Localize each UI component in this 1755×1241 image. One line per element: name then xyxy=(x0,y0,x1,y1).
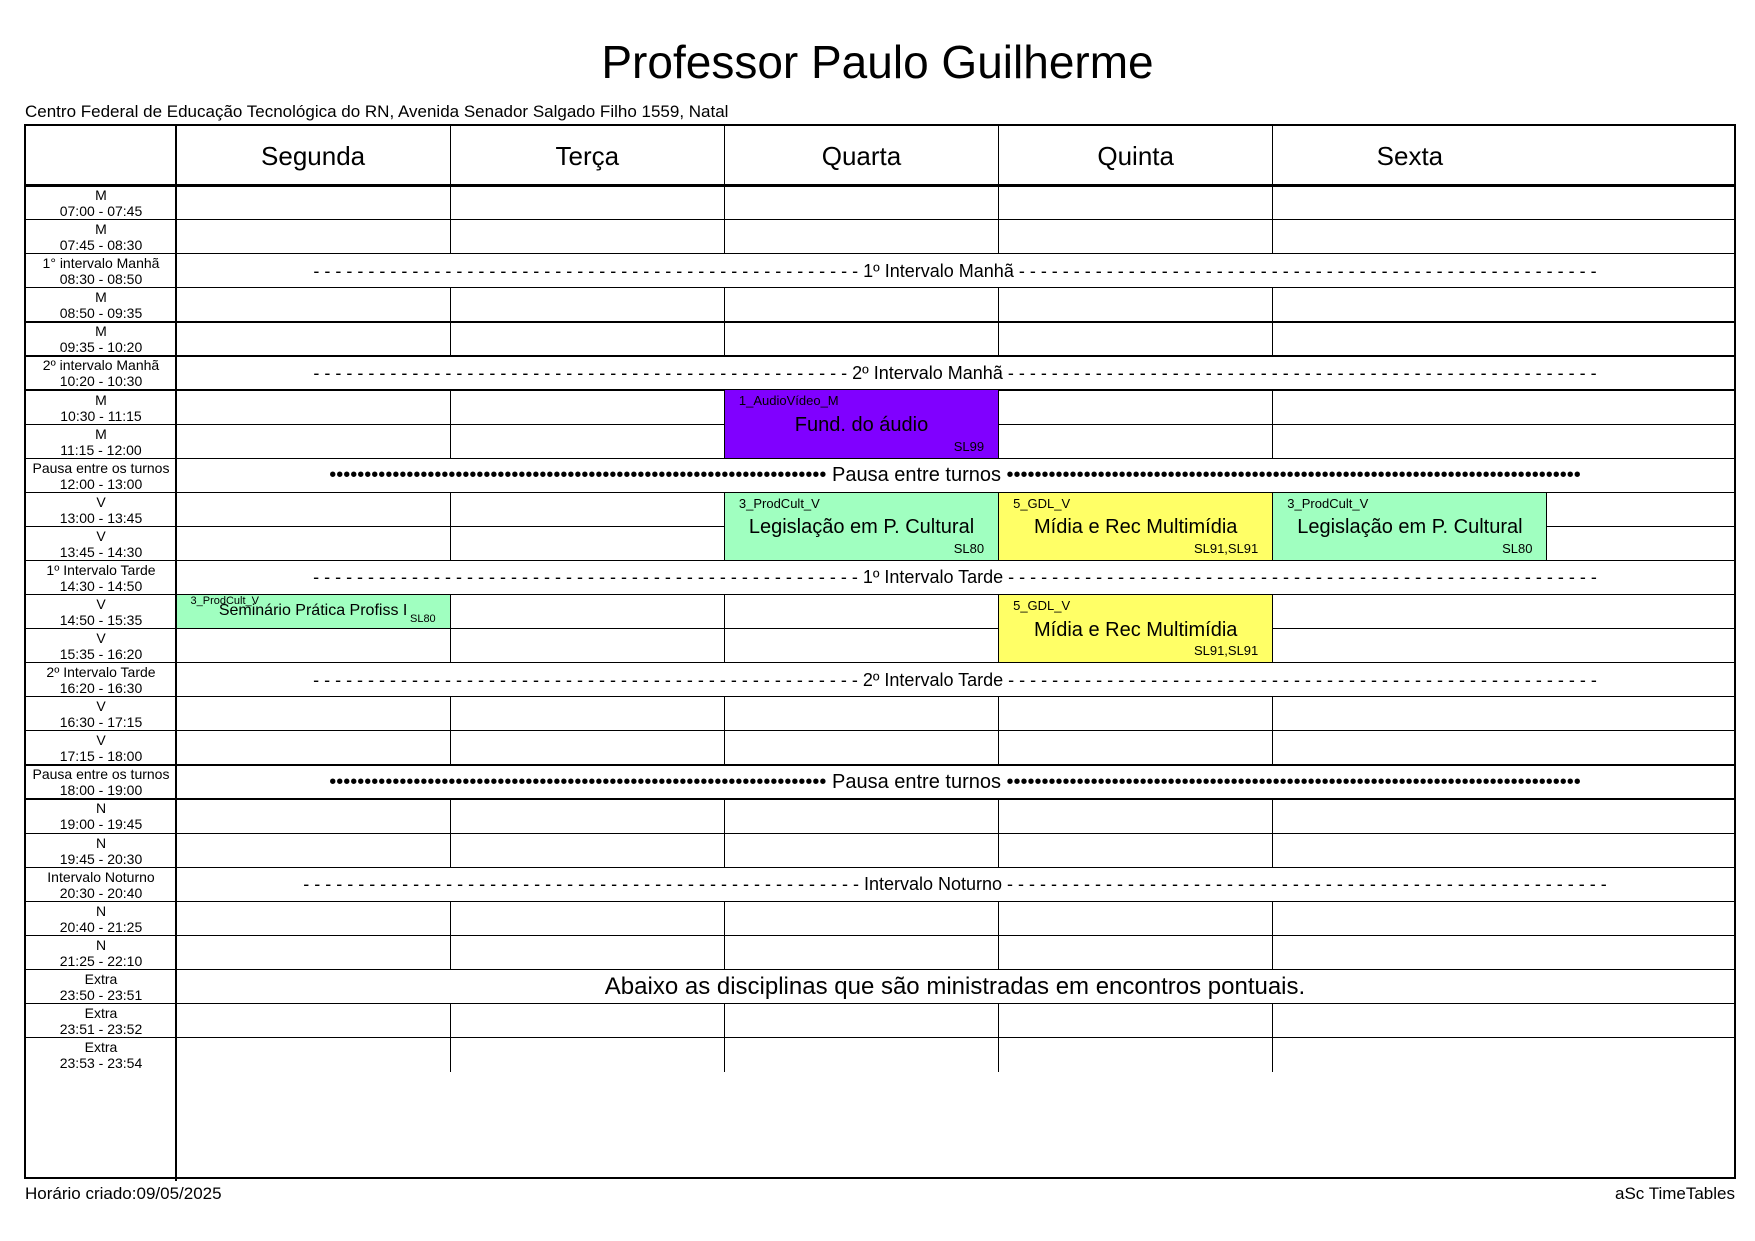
slot-period: Pausa entre os turnos xyxy=(32,459,170,476)
slot-period: M xyxy=(95,425,107,442)
lesson-subject: Mídia e Rec Multimídia xyxy=(1033,618,1238,641)
slot-time: 23:53 - 23:54 xyxy=(59,1055,143,1072)
column-divider xyxy=(998,219,999,254)
column-divider xyxy=(724,321,725,356)
time-slot-label xyxy=(26,459,176,493)
time-slot-label xyxy=(26,595,176,629)
slot-time: 19:00 - 19:45 xyxy=(59,816,143,833)
slot-time: 14:30 - 14:50 xyxy=(59,577,143,594)
created-date: Horário criado:09/05/2025 xyxy=(25,1184,222,1203)
lesson-subject: Seminário Prática Profiss I xyxy=(218,601,408,619)
time-slot-label xyxy=(26,288,176,322)
column-divider xyxy=(1272,424,1273,459)
lesson-group: 5_GDL_V xyxy=(1013,495,1071,511)
column-divider xyxy=(450,424,451,459)
slot-period: M xyxy=(95,323,107,340)
slot-time: 13:00 - 13:45 xyxy=(59,509,143,526)
column-divider xyxy=(450,901,451,936)
lesson-subject: Mídia e Rec Multimídia xyxy=(1033,516,1238,539)
time-slot-label xyxy=(26,731,176,765)
column-divider xyxy=(450,219,451,254)
row-divider xyxy=(26,833,1734,834)
column-divider xyxy=(998,730,999,765)
column-divider xyxy=(450,730,451,765)
slot-time: 18:00 - 19:00 xyxy=(59,782,143,799)
column-divider xyxy=(724,594,725,629)
column-divider xyxy=(724,219,725,254)
day-header: Segunda xyxy=(261,140,366,171)
slot-period: N xyxy=(95,800,107,817)
slot-period: N xyxy=(95,936,107,953)
slot-period: V xyxy=(96,527,106,544)
slot-period: N xyxy=(95,902,107,919)
generator-label: aSc TimeTables xyxy=(1615,1184,1735,1203)
column-divider xyxy=(998,901,999,936)
column-divider xyxy=(998,321,999,356)
column-divider xyxy=(724,1003,725,1038)
slot-period: Pausa entre os turnos xyxy=(32,766,170,783)
column-divider xyxy=(724,696,725,731)
slot-time: 23:51 - 23:52 xyxy=(59,1020,143,1037)
time-slot-label xyxy=(26,629,176,663)
column-divider xyxy=(724,1037,725,1072)
slot-period: V xyxy=(96,595,106,612)
time-slot-label xyxy=(26,527,176,561)
timetable-grid xyxy=(24,124,1736,1179)
column-divider xyxy=(724,730,725,765)
column-divider xyxy=(1272,901,1273,936)
time-slot-label xyxy=(26,322,176,356)
column-divider xyxy=(724,126,725,186)
column-divider xyxy=(724,798,725,833)
row-divider xyxy=(26,321,1734,322)
slot-time: 08:30 - 08:50 xyxy=(59,271,143,288)
time-slot-label xyxy=(26,220,176,254)
time-slot-label xyxy=(26,697,176,731)
lesson-room: SL91,SL91 xyxy=(1193,643,1259,659)
slot-time: 20:40 - 21:25 xyxy=(59,918,143,935)
column-divider xyxy=(1272,798,1273,833)
lesson-room: SL80 xyxy=(409,613,436,626)
slot-time: 19:45 - 20:30 xyxy=(59,850,143,867)
slot-time: 20:30 - 20:40 xyxy=(59,884,143,901)
row-divider xyxy=(26,219,1734,220)
slot-period: 1º Intervalo Tarde xyxy=(46,561,156,578)
lesson-block[interactable] xyxy=(724,492,999,561)
column-divider xyxy=(998,833,999,868)
break-band: - - - - - - - - - - - - - - - - - - - - - - - - - - - - - - - - - - - - - - - - - - - - - - - - - - 2º Intervalo Tarde - - - - - - - - - - - - - - - - - - - - - - - - - - - - - - - - - - - - - - - - - - - - - - - - - - - - - - xyxy=(313,669,1597,690)
time-slot-label xyxy=(26,765,176,799)
slot-period: V xyxy=(96,732,106,749)
time-slot-label xyxy=(26,390,176,424)
slot-period: M xyxy=(95,221,107,238)
extra-notice: Abaixo as disciplinas que são ministradas em encontros pontuais. xyxy=(604,972,1306,1000)
column-divider xyxy=(724,628,725,663)
column-divider xyxy=(1272,1037,1273,1072)
lesson-group: 3_ProdCult_V xyxy=(1287,495,1369,511)
time-slot-label xyxy=(26,356,176,390)
column-divider xyxy=(450,1037,451,1072)
column-divider xyxy=(724,185,725,220)
slot-period: N xyxy=(95,834,107,851)
break-band: - - - - - - - - - - - - - - - - - - - - - - - - - - - - - - - - - - - - - - - - - - - - - - - - - - - Intervalo Noturno - - - - - - - - - - - - - - - - - - - - - - - - - - - - - - - - - - - - - - - - - - - - - - - - - - - - - - - xyxy=(303,874,1607,895)
column-divider xyxy=(450,1003,451,1038)
slot-time: 16:20 - 16:30 xyxy=(59,680,143,697)
day-header: Terça xyxy=(555,140,620,171)
column-divider xyxy=(998,126,999,186)
time-slot-label xyxy=(26,186,176,220)
slot-period: M xyxy=(95,187,107,204)
time-slot-label xyxy=(26,561,176,595)
lesson-group: 3_ProdCult_V xyxy=(738,495,820,511)
slot-time: 10:20 - 10:30 xyxy=(59,373,143,390)
slot-period: M xyxy=(95,391,107,408)
column-divider xyxy=(1272,287,1273,322)
break-band: ••••••••••••••••••••••••••••••••••••••••••••••••••••••••••••••••••••••• Pausa entre turnos •••••••••••••••••••••••••••••••••••••••••••••••••••••••••••••••••••••••••••••••••• xyxy=(329,770,1581,793)
column-divider xyxy=(1272,185,1273,220)
lesson-group: 5_GDL_V xyxy=(1013,597,1071,613)
column-divider xyxy=(1272,935,1273,970)
slot-time: 16:30 - 17:15 xyxy=(59,714,143,731)
slot-time: 09:35 - 10:20 xyxy=(59,339,143,356)
column-divider xyxy=(450,833,451,868)
lesson-block[interactable] xyxy=(1272,492,1547,561)
time-slot-label xyxy=(26,1004,176,1038)
break-band: ••••••••••••••••••••••••••••••••••••••••••••••••••••••••••••••••••••••• Pausa entre turnos •••••••••••••••••••••••••••••••••••••••••••••••••••••••••••••••••••••••••••••••••• xyxy=(329,464,1581,487)
column-divider xyxy=(450,492,451,527)
break-band: - - - - - - - - - - - - - - - - - - - - - - - - - - - - - - - - - - - - - - - - - - - - - - - - - 2º Intervalo Manhã - - - - - - - - - - - - - - - - - - - - - - - - - - - - - - - - - - - - - - - - - - - - - - - - - - - - - - xyxy=(313,362,1597,383)
slot-period: 2º Intervalo Tarde xyxy=(46,664,156,681)
column-divider xyxy=(450,935,451,970)
time-slot-label xyxy=(26,936,176,970)
column-divider xyxy=(450,389,451,424)
slot-time: 07:45 - 08:30 xyxy=(59,237,143,254)
column-divider xyxy=(1272,126,1273,186)
lesson-subject: Legislação em P. Cultural xyxy=(748,516,975,539)
slot-time: 08:50 - 09:35 xyxy=(59,305,143,322)
header-divider xyxy=(26,184,1734,187)
slot-period: V xyxy=(96,698,106,715)
column-divider xyxy=(724,935,725,970)
column-divider xyxy=(1272,730,1273,765)
row-divider xyxy=(26,935,1734,936)
lesson-group: 3_ProdCult_V xyxy=(190,594,259,607)
column-divider xyxy=(1272,219,1273,254)
column-divider xyxy=(450,321,451,356)
row-divider xyxy=(26,730,1734,731)
time-slot-label xyxy=(26,970,176,1004)
slot-time: 15:35 - 16:20 xyxy=(59,646,143,663)
column-divider xyxy=(724,901,725,936)
lesson-block[interactable] xyxy=(998,594,1273,663)
slot-time: 17:15 - 18:00 xyxy=(59,748,143,765)
column-divider xyxy=(1272,833,1273,868)
lesson-room: SL80 xyxy=(953,540,985,556)
column-divider xyxy=(450,696,451,731)
break-band: - - - - - - - - - - - - - - - - - - - - - - - - - - - - - - - - - - - - - - - - - - - - - - - - - - 1º Intervalo Manhã - - - - - - - - - - - - - - - - - - - - - - - - - - - - - - - - - - - - - - - - - - - - - - - - - - - - - xyxy=(313,260,1597,281)
time-slot-label xyxy=(26,663,176,697)
column-divider xyxy=(450,287,451,322)
lesson-block[interactable] xyxy=(176,594,451,629)
slot-period: Extra xyxy=(84,970,118,987)
column-divider xyxy=(724,287,725,322)
time-slot-label xyxy=(26,902,176,936)
lesson-subject: Fund. do áudio xyxy=(794,414,929,437)
lesson-room: SL91,SL91 xyxy=(1193,540,1259,556)
lesson-room: SL80 xyxy=(1502,540,1533,556)
time-slot-label xyxy=(26,1038,176,1072)
lesson-block[interactable] xyxy=(998,492,1273,561)
column-divider xyxy=(1272,321,1273,356)
day-header: Quinta xyxy=(1097,140,1174,171)
time-slot-label xyxy=(26,493,176,527)
slot-period: 2º intervalo Manhã xyxy=(42,357,160,374)
slot-period: 1° intervalo Manhã xyxy=(42,255,160,272)
column-divider xyxy=(998,935,999,970)
column-divider xyxy=(450,798,451,833)
slot-time: 21:25 - 22:10 xyxy=(59,952,143,969)
slot-time: 14:50 - 15:35 xyxy=(59,611,143,628)
column-divider xyxy=(998,1003,999,1038)
column-divider xyxy=(998,287,999,322)
slot-time: 23:50 - 23:51 xyxy=(59,986,143,1003)
slot-time: 13:45 - 14:30 xyxy=(59,543,143,560)
slot-period: M xyxy=(95,289,107,306)
time-slot-label xyxy=(26,425,176,459)
slot-period: V xyxy=(96,493,106,510)
column-divider xyxy=(450,526,451,561)
lesson-block[interactable] xyxy=(724,389,999,458)
slot-time: 11:15 - 12:00 xyxy=(60,441,142,458)
lesson-group: 1_AudioVídeo_M xyxy=(738,393,839,409)
column-divider xyxy=(450,628,451,663)
slot-time: 07:00 - 07:45 xyxy=(59,203,143,220)
slot-period: Extra xyxy=(84,1004,118,1021)
column-divider xyxy=(998,1037,999,1072)
time-slot-label xyxy=(26,868,176,902)
slot-time: 12:00 - 13:00 xyxy=(59,475,143,492)
column-divider xyxy=(998,696,999,731)
column-divider xyxy=(450,126,451,186)
column-divider xyxy=(998,185,999,220)
column-divider xyxy=(450,185,451,220)
column-divider xyxy=(1272,389,1273,424)
time-slot-label xyxy=(26,834,176,868)
lesson-subject: Legislação em P. Cultural xyxy=(1297,516,1523,539)
page-title: Professor Paulo Guilherme xyxy=(601,36,1154,88)
column-divider xyxy=(1272,1003,1273,1038)
column-divider xyxy=(998,798,999,833)
slot-time: 10:30 - 11:15 xyxy=(60,407,142,424)
row-divider xyxy=(26,1037,1734,1038)
lesson-room: SL99 xyxy=(953,438,985,454)
slot-period: Intervalo Noturno xyxy=(47,868,155,885)
slot-period: Extra xyxy=(84,1039,118,1056)
time-slot-label xyxy=(26,799,176,833)
day-header: Sexta xyxy=(1376,140,1444,171)
column-divider xyxy=(1272,696,1273,731)
break-band: - - - - - - - - - - - - - - - - - - - - - - - - - - - - - - - - - - - - - - - - - - - - - - - - - - 1º Intervalo Tarde - - - - - - - - - - - - - - - - - - - - - - - - - - - - - - - - - - - - - - - - - - - - - - - - - - - - - - xyxy=(313,567,1597,588)
column-divider xyxy=(724,833,725,868)
day-header: Quarta xyxy=(821,140,902,171)
school-address: Centro Federal de Educação Tecnológica do RN, Avenida Senador Salgado Filho 1559, Natal xyxy=(25,102,729,121)
slot-period: V xyxy=(96,630,106,647)
time-slot-label xyxy=(26,254,176,288)
